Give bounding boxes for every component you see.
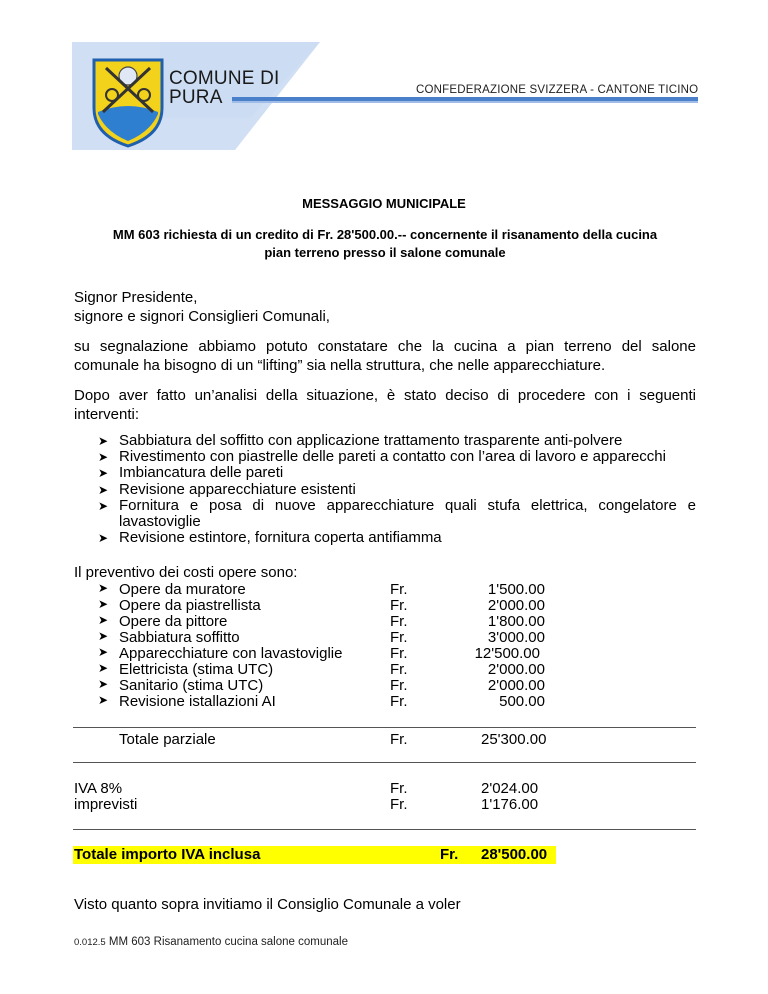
paragraph-2-line-2: interventi:: [74, 406, 140, 423]
arrowhead-bullet-icon: ➤: [98, 661, 109, 675]
subtotal-label: Totale parziale: [119, 731, 216, 748]
arrowhead-bullet-icon: ➤: [98, 434, 109, 448]
cost-currency: Fr.: [390, 581, 408, 598]
list-item: ➤ Rivestimento con piastrelle delle pareti a contatto con l’area di lavoro e apparecchi: [98, 448, 666, 466]
confederation-label: CONFEDERAZIONE SVIZZERA - CANTONE TICINO: [416, 84, 699, 96]
subtitle-line-1: MM 603 richiesta di un credito di Fr. 28'500.00.-- concernente il risanamento della cucina: [112, 227, 658, 242]
cost-row: [98, 597, 598, 613]
vat-label: IVA 8%: [74, 780, 123, 797]
footer-text: MM 603 Risanamento cucina salone comunale: [108, 936, 348, 948]
commune-name-line2: PURA: [169, 87, 223, 108]
subtitle-line-2: pian terreno presso il salone comunale: [264, 245, 506, 260]
cost-row: [98, 629, 598, 645]
arrowhead-bullet-icon: ➤: [98, 597, 109, 611]
paragraph-2: [74, 386, 696, 424]
vat-amount: 2'024.00: [481, 780, 539, 797]
paragraph-2-line-1: Dopo aver fatto un’analisi della situazione, è stato deciso di procedere con i seguenti: [74, 387, 696, 404]
header-banner-graphic: [0, 0, 768, 160]
cost-currency: Fr.: [390, 661, 408, 678]
divider: [73, 727, 696, 728]
cost-label: Opere da pittore: [119, 613, 228, 630]
divider: [73, 762, 696, 763]
cost-row: [98, 581, 598, 597]
cost-label: Sabbiatura soffitto: [119, 629, 240, 646]
cost-amount: 500.00: [499, 693, 545, 710]
total-currency: Fr.: [440, 846, 459, 863]
cost-amount: 2'000.00: [487, 661, 545, 678]
arrowhead-bullet-icon: ➤: [98, 645, 109, 659]
arrowhead-bullet-icon: ➤: [98, 693, 109, 707]
total-amount: 28'500.00: [481, 846, 548, 863]
salutation-line-1: Signor Presidente,: [74, 289, 198, 306]
cost-amount: 2'000.00: [487, 677, 545, 694]
arrowhead-bullet-icon: ➤: [98, 613, 109, 627]
cost-label: Opere da piastrellista: [119, 597, 261, 614]
footer-code: 0.012.5: [74, 937, 106, 948]
paragraph-1-line-2: comunale ha bisogno di un “lifting” sia nella struttura, che nelle apparecchiature.: [74, 357, 606, 374]
unforeseen-amount: 1'176.00: [481, 796, 539, 813]
arrowhead-bullet-icon: ➤: [98, 498, 109, 513]
arrowhead-bullet-icon: ➤: [98, 677, 109, 691]
cost-row: [98, 613, 598, 629]
salutation-line-2: signore e signori Consiglieri Comunali,: [74, 308, 330, 325]
cost-amount: 1'500.00: [487, 581, 545, 598]
cost-currency: Fr.: [390, 677, 408, 694]
arrowhead-bullet-icon: ➤: [98, 531, 109, 546]
total-label: Totale importo IVA inclusa: [74, 846, 261, 863]
arrowhead-bullet-icon: ➤: [98, 629, 109, 643]
arrowhead-bullet-icon: ➤: [98, 482, 109, 497]
arrowhead-bullet-icon: ➤: [98, 581, 109, 595]
unforeseen-label: imprevisti: [74, 796, 138, 813]
cost-label: Opere da muratore: [119, 581, 246, 598]
document-subtitle: [75, 226, 695, 262]
divider: [73, 829, 696, 830]
cost-currency: Fr.: [390, 613, 408, 630]
document-title: MESSAGGIO MUNICIPALE: [302, 196, 466, 211]
list-item: ➤ Sabbiatura del soffitto con applicazione trattamento trasparente anti-polvere: [98, 432, 623, 449]
list-item: ➤ Revisione estintore, fornitura coperta antifiamma: [98, 529, 442, 547]
salutation: [74, 288, 696, 326]
cost-label: Elettricista (stima UTC): [119, 661, 274, 678]
page-footer: [74, 936, 348, 948]
cost-row: [98, 677, 598, 693]
commune-name-line1: COMUNE DI: [169, 68, 280, 89]
cost-currency: Fr.: [390, 693, 408, 710]
unforeseen-currency: Fr.: [390, 796, 408, 813]
cost-intro: Il preventivo dei costi opere sono:: [74, 564, 298, 581]
vat-currency: Fr.: [390, 780, 408, 797]
subtotal-currency: Fr.: [390, 731, 408, 748]
closing-sentence: Visto quanto sopra invitiamo il Consiglio Comunale a voler: [74, 896, 461, 913]
cost-label: Apparecchiature con lavastoviglie: [119, 645, 343, 662]
cost-currency: Fr.: [390, 597, 408, 614]
cost-label: Sanitario (stima UTC): [119, 677, 264, 694]
cost-row: [98, 645, 598, 661]
list-item: ➤ Revisione apparecchiature esistenti: [98, 480, 356, 498]
interventions-list: [98, 433, 698, 546]
paragraph-1-line-1: su segnalazione abbiamo potuto constatare che la cucina a pian terreno del salone: [74, 338, 696, 355]
cost-amount: 1'800.00: [487, 613, 545, 630]
arrowhead-bullet-icon: ➤: [98, 450, 109, 465]
cost-label: Revisione istallazioni AI: [119, 693, 276, 710]
cost-currency: Fr.: [390, 629, 408, 646]
arrowhead-bullet-icon: ➤: [98, 466, 109, 481]
cost-amount: 12'500.00: [474, 645, 540, 662]
cost-row: [98, 693, 598, 709]
cost-row: [98, 661, 598, 677]
subtotal-amount: 25'300.00: [481, 731, 547, 748]
cost-currency: Fr.: [390, 645, 408, 662]
cost-amount: 2'000.00: [487, 597, 545, 614]
list-item: ➤ Imbiancatura delle pareti: [98, 464, 284, 482]
cost-amount: 3'000.00: [487, 629, 545, 646]
pura-coat-of-arms-icon: [94, 60, 162, 146]
paragraph-1: [74, 337, 696, 375]
list-item: ➤ Fornitura e posa di nuove apparecchiature quali stufa elettrica, congelatore e: [98, 496, 696, 514]
list-item-continuation: lavastoviglie: [119, 513, 201, 531]
